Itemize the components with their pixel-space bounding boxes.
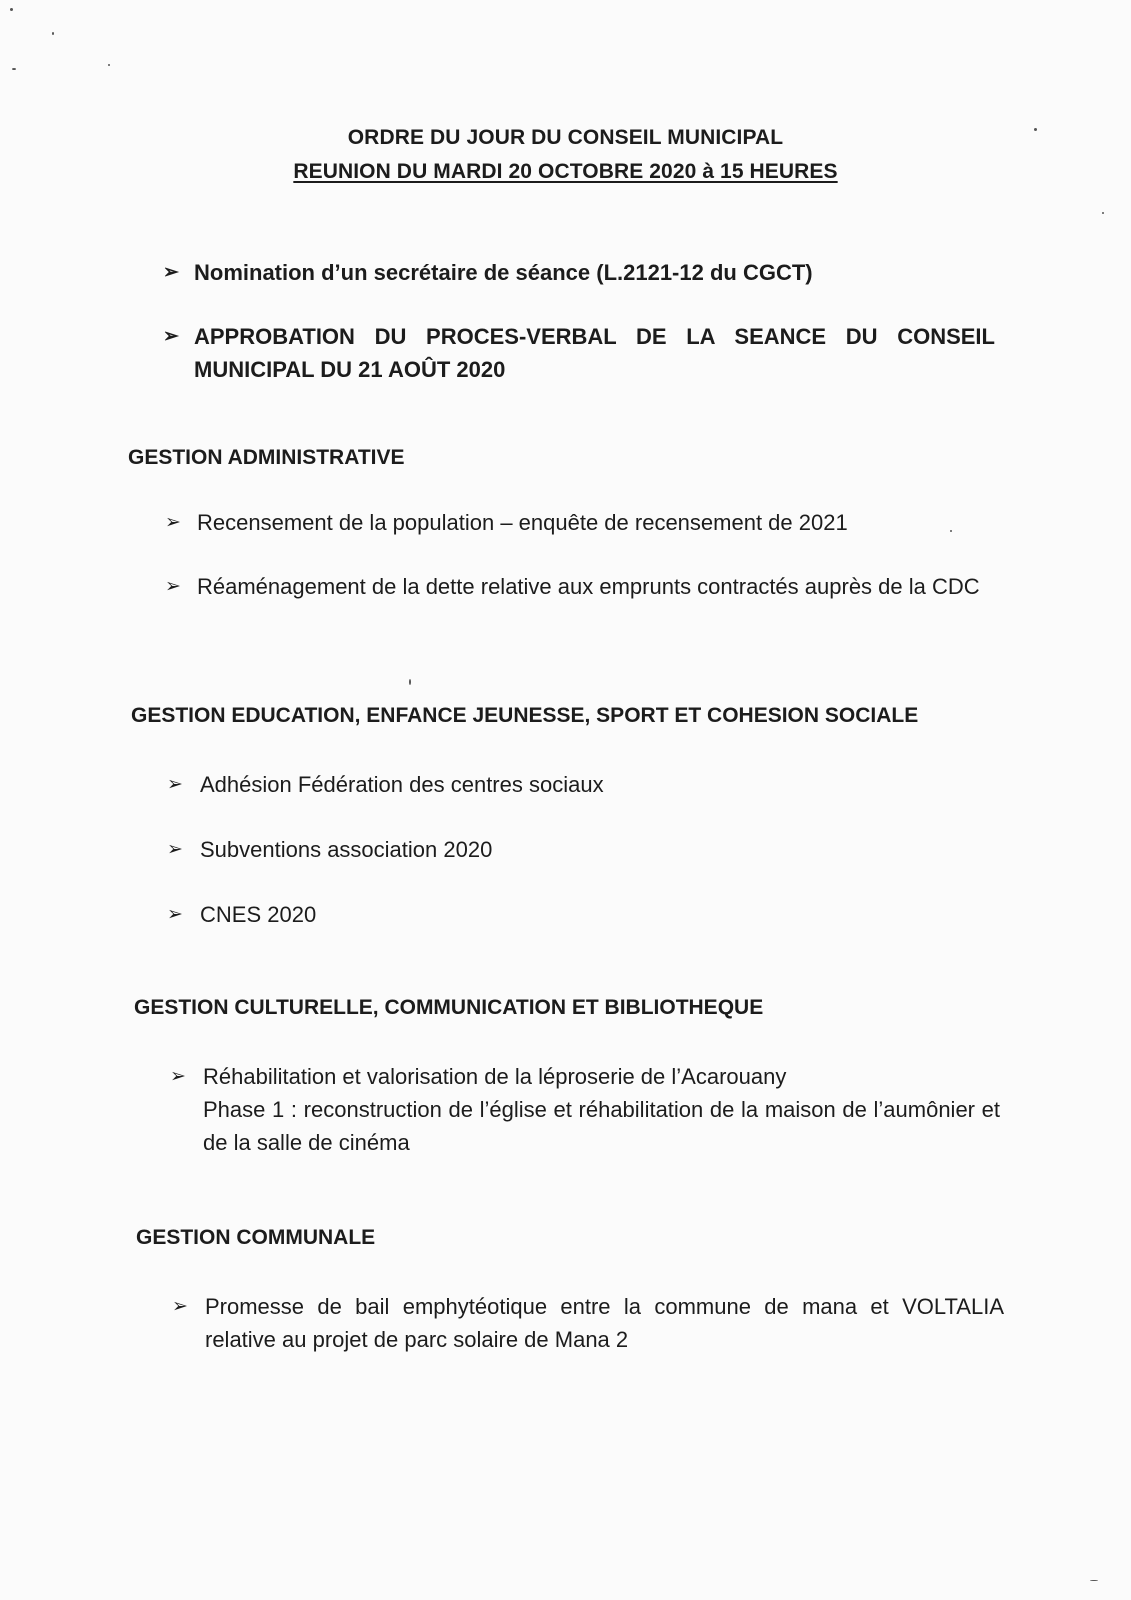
scan-speck: [1034, 128, 1037, 131]
agenda-item-text: CNES 2020: [200, 902, 317, 927]
section-heading: GESTION ADMINISTRATIVE: [128, 446, 405, 469]
agenda-item: [167, 833, 967, 866]
agenda-item: [165, 570, 997, 603]
scan-speck: [108, 64, 110, 66]
agenda-item-text: Réaménagement de la dette relative aux emprunts contractés auprès de la CDC: [197, 574, 980, 599]
agenda-item-text: Subventions association 2020: [200, 837, 493, 862]
scan-speck: [409, 679, 411, 685]
scan-speck: [950, 530, 952, 532]
scan-speck: [52, 32, 54, 35]
intro-item: [163, 320, 995, 386]
agenda-item-detail: Phase 1 : reconstruction de l’église et réhabilitation de la maison de l’aumônier et de la salle de cinéma: [203, 1097, 1000, 1155]
agenda-item: [170, 1060, 1000, 1159]
arrow-bullet-icon: ➢: [165, 512, 181, 533]
section-heading: GESTION EDUCATION, ENFANCE JEUNESSE, SPORT ET COHESION SOCIALE: [131, 704, 919, 727]
arrow-bullet-icon: ➢: [167, 904, 183, 925]
section-heading: GESTION COMMUNALE: [136, 1226, 376, 1249]
arrow-bullet-icon: ➢: [167, 839, 183, 860]
meeting-date-heading: REUNION DU MARDI 20 OCTOBRE 2020 à 15 HEURES: [293, 160, 838, 183]
intro-item-text: Nomination d’un secrétaire de séance (L.2121-12 du CGCT): [194, 260, 813, 285]
agenda-item-text: Réhabilitation et valorisation de la léproserie de l’Acarouany: [203, 1064, 787, 1089]
agenda-item: [167, 898, 967, 931]
arrow-bullet-icon: ➢: [170, 1066, 186, 1087]
intro-item: [163, 256, 983, 289]
agenda-item-text: Promesse de bail emphytéotique entre la commune de mana et VOLTALIA relative au projet de parc solaire de Mana 2: [205, 1294, 1004, 1352]
scan-speck: [12, 68, 16, 70]
agenda-item-text: Recensement de la population – enquête de recensement de 2021: [197, 510, 848, 535]
scan-speck: [1102, 212, 1104, 214]
intro-item-text: APPROBATION DU PROCES-VERBAL DE LA SEANCE DU CONSEIL MUNICIPAL DU 21 AOÛT 2020: [194, 324, 995, 382]
scan-speck: [10, 8, 13, 11]
arrow-bullet-icon: ➢: [163, 262, 179, 283]
agenda-item: [172, 1290, 1004, 1356]
arrow-bullet-icon: ➢: [172, 1296, 188, 1317]
agenda-item-text: Adhésion Fédération des centres sociaux: [200, 772, 604, 797]
arrow-bullet-icon: ➢: [165, 576, 181, 597]
arrow-bullet-icon: ➢: [167, 774, 183, 795]
arrow-bullet-icon: ➢: [163, 326, 179, 347]
section-heading: GESTION CULTURELLE, COMMUNICATION ET BIBLIOTHEQUE: [134, 996, 764, 1019]
scan-speck: [1090, 1580, 1098, 1581]
agenda-title: ORDRE DU JOUR DU CONSEIL MUNICIPAL: [347, 126, 784, 149]
agenda-item: [167, 768, 967, 801]
agenda-item: [165, 506, 995, 539]
